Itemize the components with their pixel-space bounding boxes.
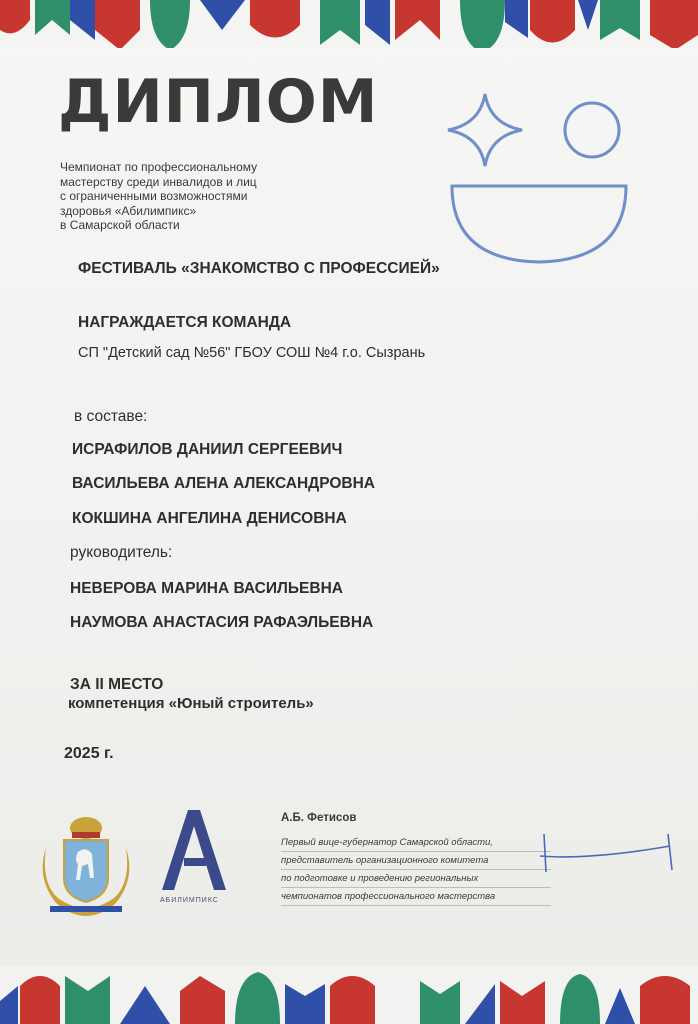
signer-title-line: чемпионатов профессионального мастерства	[281, 888, 551, 906]
signer-title-line: по подготовке и проведению региональных	[281, 870, 551, 888]
abilympics-a-logo-icon	[158, 806, 230, 894]
member-name: КОКШИНА АНГЕЛИНА ДЕНИСОВНА	[72, 510, 347, 527]
star-outline-icon	[448, 94, 522, 166]
member-name: ВАСИЛЬЕВА АЛЕНА АЛЕКСАНДРОВНА	[72, 475, 375, 492]
championship-subtitle	[60, 160, 360, 233]
coat-of-arms-icon	[36, 808, 136, 918]
place-text: ЗА II МЕСТО	[70, 676, 164, 693]
diploma-title: ДИПЛОМ	[58, 67, 379, 137]
subtitle-line: Чемпионат по профессиональному	[60, 160, 258, 174]
subtitle-line: мастерству среди инвалидов и лиц	[60, 174, 257, 189]
signer-name: А.Б. Фетисов	[281, 812, 357, 824]
award-heading: НАГРАЖДАЕТСЯ КОМАНДА	[78, 314, 292, 331]
leader-label: руководитель:	[70, 544, 173, 561]
bowl-outline-icon	[452, 186, 626, 262]
leader-name: НЕВЕРОВА МАРИНА ВАСИЛЬЕВНА	[70, 580, 343, 597]
signer-title-line: представитель организационного комитета	[281, 852, 551, 870]
composition-label: в составе:	[74, 408, 148, 425]
festival-name: ФЕСТИВАЛЬ «ЗНАКОМСТВО С ПРОФЕССИЕЙ»	[78, 260, 440, 277]
year-text: 2025 г.	[64, 745, 114, 762]
logo-caption: АБИЛИМПИКС	[160, 897, 219, 904]
subtitle-line: здоровья «Абилимпикс»	[60, 203, 197, 218]
top-pattern-band	[0, 0, 698, 58]
signature-icon	[500, 826, 680, 886]
subtitle-line: с ограниченными возможностями	[60, 189, 248, 203]
subtitle-line: в Самарской области	[60, 218, 180, 232]
member-name: ИСРАФИЛОВ ДАНИИЛ СЕРГЕЕВИЧ	[72, 441, 343, 458]
bottom-pattern-band	[0, 966, 698, 1024]
leader-name: НАУМОВА АНАСТАСИЯ РАФАЭЛЬЕВНА	[70, 614, 374, 631]
competence-text: компетенция «Юный строитель»	[68, 695, 314, 712]
decorative-graphics	[440, 90, 640, 270]
signer-title-line: Первый вице-губернатор Самарской области,	[281, 834, 551, 852]
team-name: СП "Детский сад №56" ГБОУ СОШ №4 г.о. Сызрань	[78, 345, 426, 361]
circle-outline-icon	[565, 103, 619, 157]
